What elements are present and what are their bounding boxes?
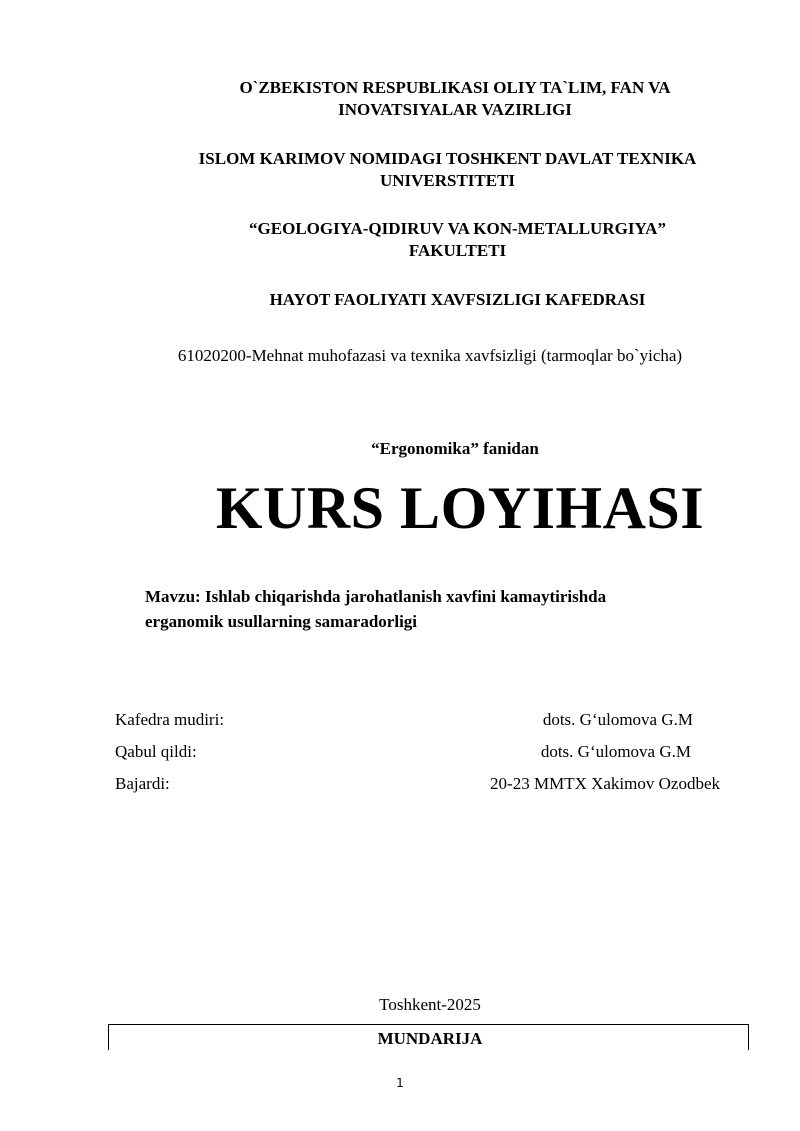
university-heading: [150, 148, 745, 192]
ministry-line-2: INOVATSIYALAR VAZIRLIGI: [338, 100, 572, 119]
department-line: HAYOT FAOLIYATI XAVFSIZLIGI KAFEDRASI: [269, 290, 646, 309]
signature-label-completed-by: Bajardi:: [115, 774, 170, 793]
faculty-heading: [200, 218, 715, 262]
signature-value-completed-by: 20-23 MMTX Xakimov Ozodbek: [490, 774, 720, 793]
specialty-line: 61020200-Mehnat muhofazasi va texnika xavfsizligi (tarmoqlar bo`yicha): [177, 346, 683, 365]
university-line-2: UNIVERSTITETI: [379, 171, 516, 190]
signature-value-accepted-by: dots. G‘ulomova G.M: [540, 742, 691, 761]
university-line-1: ISLOM KARIMOV NOMIDAGI TOSHKENT DAVLAT TEXNIKA: [198, 149, 697, 168]
document-title: KURS LOYIHASI: [215, 475, 705, 541]
subject-line: “Ergonomika” fanidan: [371, 439, 539, 458]
ministry-line-1: O`ZBEKISTON RESPUBLIKASI OLIY TA`LIM, FAN VA: [239, 78, 671, 97]
faculty-line-2: FAKULTETI: [408, 241, 507, 260]
department-heading: [200, 289, 715, 311]
ministry-heading: [180, 77, 730, 121]
city-year: Toshkent-2025: [379, 995, 481, 1014]
topic-line-1: Mavzu: Ishlab chiqarishda jarohatlanish xavfini kamaytirishda: [145, 587, 607, 606]
faculty-line-1: “GEOLOGIYA-QIDIRUV VA KON-METALLURGIYA”: [249, 219, 666, 238]
table-of-contents-heading: MUNDARIJA: [377, 1029, 483, 1048]
topic-block: [145, 584, 705, 634]
page-number: 1: [396, 1076, 404, 1090]
signature-label-accepted-by: Qabul qildi:: [115, 742, 197, 761]
topic-line-2: erganomik usullarning samaradorligi: [145, 612, 418, 631]
signature-label-head-of-department: Kafedra mudiri:: [115, 710, 225, 729]
signature-value-head-of-department: dots. G‘ulomova G.M: [542, 710, 693, 729]
